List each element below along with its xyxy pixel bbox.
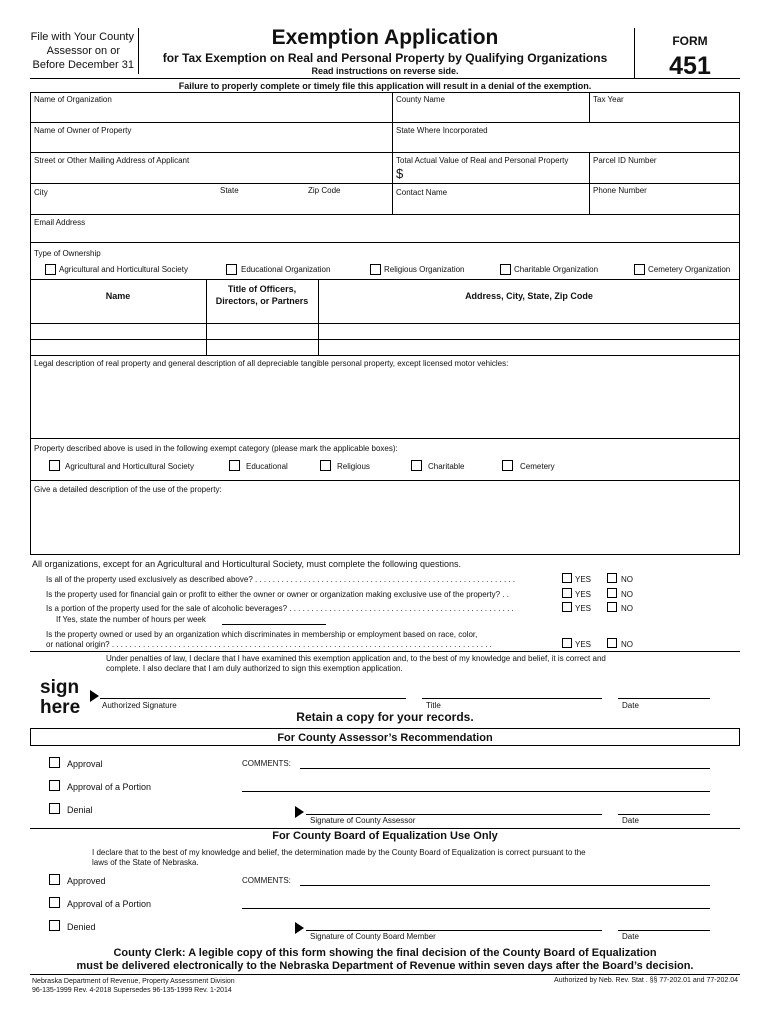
- title-line[interactable]: [422, 698, 602, 699]
- clerk-notice-line1: County Clerk: A legible copy of this form showing the final decision of the County Board of Equalization: [113, 947, 657, 959]
- q3-no-label: NO: [621, 604, 633, 613]
- county-name-field[interactable]: County Name: [396, 95, 445, 104]
- declaration-line2: complete. I also declare that I am duly authorized to sign this exemption application.: [106, 664, 403, 673]
- question-4-line2: or national origin? . . . . . . . . . . . . . . . . . . . . . . . . . . . . . . . . . . . . . . . . . . . . . . . . . . . . . . . . . . . . . . . . . . . . . . . . . . . . . . . . . . . . . .: [46, 640, 492, 649]
- exempt-cemetery-label: Cemetery: [520, 462, 555, 471]
- form-title: Exemption Application: [271, 26, 499, 49]
- q2-no-label: NO: [621, 590, 633, 599]
- q2-no-checkbox[interactable]: [607, 588, 617, 598]
- applicant-info-grid: [30, 92, 740, 243]
- board-denied-checkbox[interactable]: [49, 920, 60, 931]
- authorized-signature-label: Authorized Signature: [102, 701, 177, 710]
- footer-authorized: Authorized by Neb. Rev. Stat . §§ 77-202.01 and 77-202.04: [554, 977, 738, 984]
- read-instructions: Read instructions on reverse side.: [311, 66, 459, 76]
- header-divider-right: [634, 28, 635, 78]
- board-declaration-line1: I declare that to the best of my knowledge and belief, the determination made by the County Board of Equalization is correct pursuant to the: [92, 848, 586, 857]
- assessor-date-line[interactable]: [618, 814, 710, 815]
- q3-yes-checkbox[interactable]: [562, 602, 572, 612]
- board-approved-label: Approved: [67, 876, 106, 886]
- grid-col-line: [589, 92, 590, 122]
- sign-here-label: [40, 678, 80, 718]
- street-address-field[interactable]: Street or Other Mailing Address of Applicant: [34, 156, 190, 165]
- officers-table-top: [30, 279, 740, 280]
- name-of-organization-field[interactable]: Name of Organization: [34, 95, 112, 104]
- board-signature-line[interactable]: [306, 930, 602, 931]
- board-declaration-line2: laws of the State of Nebraska.: [92, 858, 199, 867]
- assessor-approval-checkbox[interactable]: [49, 757, 60, 768]
- ownership-educational-checkbox[interactable]: [226, 264, 237, 275]
- question-3: Is a portion of the property used for the sale of alcoholic beverages? . . . . . . . . . . . . . . . . . . . . . . . . . . . . . . . . . . . . . . . . . . . . . . . . . . .: [46, 604, 514, 613]
- assessor-heading: For County Assessor’s Recommendation: [30, 728, 740, 746]
- dollar-sign: $: [396, 166, 404, 181]
- declaration: [106, 654, 606, 674]
- phone-number-field[interactable]: Phone Number: [593, 186, 647, 195]
- officers-col-address: Address, City, State, Zip Code: [465, 291, 593, 301]
- q1-no-label: NO: [621, 575, 633, 584]
- q2-yes-label: YES: [575, 590, 592, 599]
- board-denied-label: Denied: [67, 922, 96, 932]
- q3-no-checkbox[interactable]: [607, 602, 617, 612]
- state-field[interactable]: State: [220, 186, 239, 195]
- board-sign-arrow-icon: [295, 922, 304, 934]
- assessor-comments-label: COMMENTS:: [242, 759, 291, 768]
- email-address-field[interactable]: Email Address: [34, 218, 86, 227]
- officers-col-title: [206, 283, 318, 307]
- board-date-label: Date: [622, 932, 639, 941]
- board-date-line[interactable]: [618, 930, 710, 931]
- grid-row-line: [30, 152, 740, 153]
- ownership-religious-checkbox[interactable]: [370, 264, 381, 275]
- q1-yes-label: YES: [575, 575, 592, 584]
- header-rule: [30, 78, 740, 79]
- grid-col-line: [589, 152, 590, 214]
- officers-col-name: Name: [105, 291, 131, 301]
- board-approved-checkbox[interactable]: [49, 874, 60, 885]
- footer-rule: [30, 974, 740, 975]
- form-subtitle: for Tax Exemption on Real and Personal Property by Qualifying Organizations: [162, 51, 608, 65]
- clerk-notice-line2: must be delivered electronically to the Nebraska Department of Revenue within seven days after the Board’s decision.: [76, 960, 694, 972]
- q4-yes-label: YES: [575, 640, 592, 649]
- ownership-cemetery-checkbox[interactable]: [634, 264, 645, 275]
- owner-name-field[interactable]: Name of Owner of Property: [34, 126, 132, 135]
- questions-intro: All organizations, except for an Agricultural and Horticultural Society, must complete the following questions.: [32, 559, 462, 569]
- officers-col-title-line1: Title of Officers,: [227, 284, 297, 294]
- exempt-agricultural-checkbox[interactable]: [49, 460, 60, 471]
- exempt-agricultural-label: Agricultural and Horticultural Society: [65, 462, 194, 471]
- sign-date-label: Date: [622, 701, 639, 710]
- footer-dept: Nebraska Department of Revenue, Property Assessment Division: [32, 978, 235, 985]
- grid-row-line: [30, 214, 740, 215]
- tax-year-field[interactable]: Tax Year: [593, 95, 624, 104]
- board-portion-label: Approval of a Portion: [67, 899, 152, 909]
- q2-yes-checkbox[interactable]: [562, 588, 572, 598]
- grid-col-line: [392, 92, 393, 214]
- file-line-3: Before December 31: [32, 59, 134, 71]
- board-comments-line-2[interactable]: [242, 908, 710, 909]
- assessor-denial-checkbox[interactable]: [49, 803, 60, 814]
- q1-no-checkbox[interactable]: [607, 573, 617, 583]
- board-declaration: [92, 848, 586, 868]
- retain-copy-text: Retain a copy for your records.: [296, 710, 474, 724]
- form-label: FORM: [672, 34, 708, 48]
- assessor-portion-checkbox[interactable]: [49, 780, 60, 791]
- exempt-educational-checkbox[interactable]: [229, 460, 240, 471]
- q4-no-label: NO: [621, 640, 633, 649]
- footer-left: [32, 977, 235, 995]
- here-word: here: [40, 697, 81, 718]
- board-top-rule: [30, 828, 740, 829]
- sign-arrow-icon: [90, 690, 99, 702]
- exempt-charitable-checkbox[interactable]: [411, 460, 422, 471]
- q3-yes-label: YES: [575, 604, 592, 613]
- assessor-signature-label: Signature of County Assessor: [310, 816, 416, 825]
- ownership-label: Type of Ownership: [34, 249, 101, 258]
- use-description-label: Give a detailed description of the use of the property:: [34, 485, 222, 494]
- assessor-approval-label: Approval: [67, 759, 103, 769]
- exempt-cemetery-checkbox[interactable]: [502, 460, 513, 471]
- exempt-educational-label: Educational: [246, 462, 288, 471]
- contact-name-field[interactable]: Contact Name: [396, 188, 448, 197]
- question-4-line1: Is the property owned or used by an organization which discriminates in membership or employment based on race, color,: [46, 630, 478, 639]
- grid-row-line: [30, 122, 740, 123]
- total-value-field[interactable]: Total Actual Value of Real and Personal Property: [396, 156, 569, 165]
- q4-no-checkbox[interactable]: [607, 638, 617, 648]
- parcel-id-field[interactable]: Parcel ID Number: [593, 156, 657, 165]
- q3-hours-input[interactable]: [222, 624, 326, 625]
- footer-rev: 96-135-1999 Rev. 4-2018 Supersedes 96-135-1999 Rev. 1-2014: [32, 987, 232, 994]
- ownership-educational-label: Educational Organization: [241, 265, 331, 274]
- legal-description-label: Legal description of real property and general description of all depreciable tangible personal property, except licensed motor vehicles:: [34, 359, 509, 368]
- clerk-notice: [30, 947, 740, 973]
- officers-row-line: [30, 339, 740, 340]
- exempt-charitable-label: Charitable: [428, 462, 465, 471]
- ownership-cemetery-label: Cemetery Organization: [648, 265, 731, 274]
- assessor-date-label: Date: [622, 816, 639, 825]
- board-comments-label: COMMENTS:: [242, 876, 291, 885]
- assessor-sign-arrow-icon: [295, 806, 304, 818]
- question-2: Is the property used for financial gain or profit to either the owner or owner or organization making exclusive use of the property? . .: [46, 590, 509, 599]
- officers-row-line: [30, 323, 740, 324]
- q3-hours-label: If Yes, state the number of hours per week: [56, 615, 206, 624]
- ownership-charitable-label: Charitable Organization: [514, 265, 599, 274]
- board-signature-label: Signature of County Board Member: [310, 932, 436, 941]
- ownership-agricultural-checkbox[interactable]: [45, 264, 56, 275]
- title-label: Title: [426, 701, 441, 710]
- warning-text: Failure to properly complete or timely file this application will result in a denial of the exemption.: [178, 81, 592, 91]
- sign-date-line[interactable]: [618, 698, 710, 699]
- grid-row-line: [30, 183, 740, 184]
- filing-instructions: [14, 30, 134, 72]
- assessor-comments-line-2[interactable]: [242, 791, 710, 792]
- state-incorporated-field[interactable]: State Where Incorporated: [396, 126, 488, 135]
- authorized-signature-line[interactable]: [100, 698, 406, 699]
- file-line-1: File with Your County: [30, 31, 134, 43]
- zip-code-field[interactable]: Zip Code: [308, 186, 341, 195]
- header-divider-left: [138, 28, 139, 74]
- board-portion-checkbox[interactable]: [49, 897, 60, 908]
- assessor-denial-label: Denial: [67, 805, 93, 815]
- q4-yes-checkbox[interactable]: [562, 638, 572, 648]
- ownership-religious-label: Religious Organization: [384, 265, 465, 274]
- city-field[interactable]: City: [34, 188, 48, 197]
- ownership-agricultural-label: Agricultural and Horticultural Society: [59, 265, 188, 274]
- officers-col-title-line2: Directors, or Partners: [215, 296, 309, 306]
- exempt-category-label: Property described above is used in the following exempt category (please mark the applicable boxes):: [34, 444, 398, 453]
- exempt-religious-checkbox[interactable]: [320, 460, 331, 471]
- assessor-comments-line[interactable]: [300, 768, 710, 769]
- sign-word: sign: [40, 677, 80, 698]
- form-number: 451: [669, 52, 711, 80]
- board-heading: For County Board of Equalization Use Only: [272, 830, 498, 842]
- q1-yes-checkbox[interactable]: [562, 573, 572, 583]
- declaration-line1: Under penalties of law, I declare that I have examined this exemption application and, to the best of my knowledge and belief, it is correct and: [106, 654, 606, 663]
- assessor-signature-line[interactable]: [306, 814, 602, 815]
- board-comments-line[interactable]: [300, 885, 710, 886]
- exempt-religious-label: Religious: [337, 462, 370, 471]
- assessor-portion-label: Approval of a Portion: [67, 782, 152, 792]
- ownership-charitable-checkbox[interactable]: [500, 264, 511, 275]
- file-line-2: Assessor on or: [46, 45, 120, 57]
- question-1: Is all of the property used exclusively as described above? . . . . . . . . . . . . . . . . . . . . . . . . . . . . . . . . . . . . . . . . . . . . . . . . . . . . . . . . . . .: [46, 575, 516, 584]
- questions-bottom-rule: [30, 651, 740, 652]
